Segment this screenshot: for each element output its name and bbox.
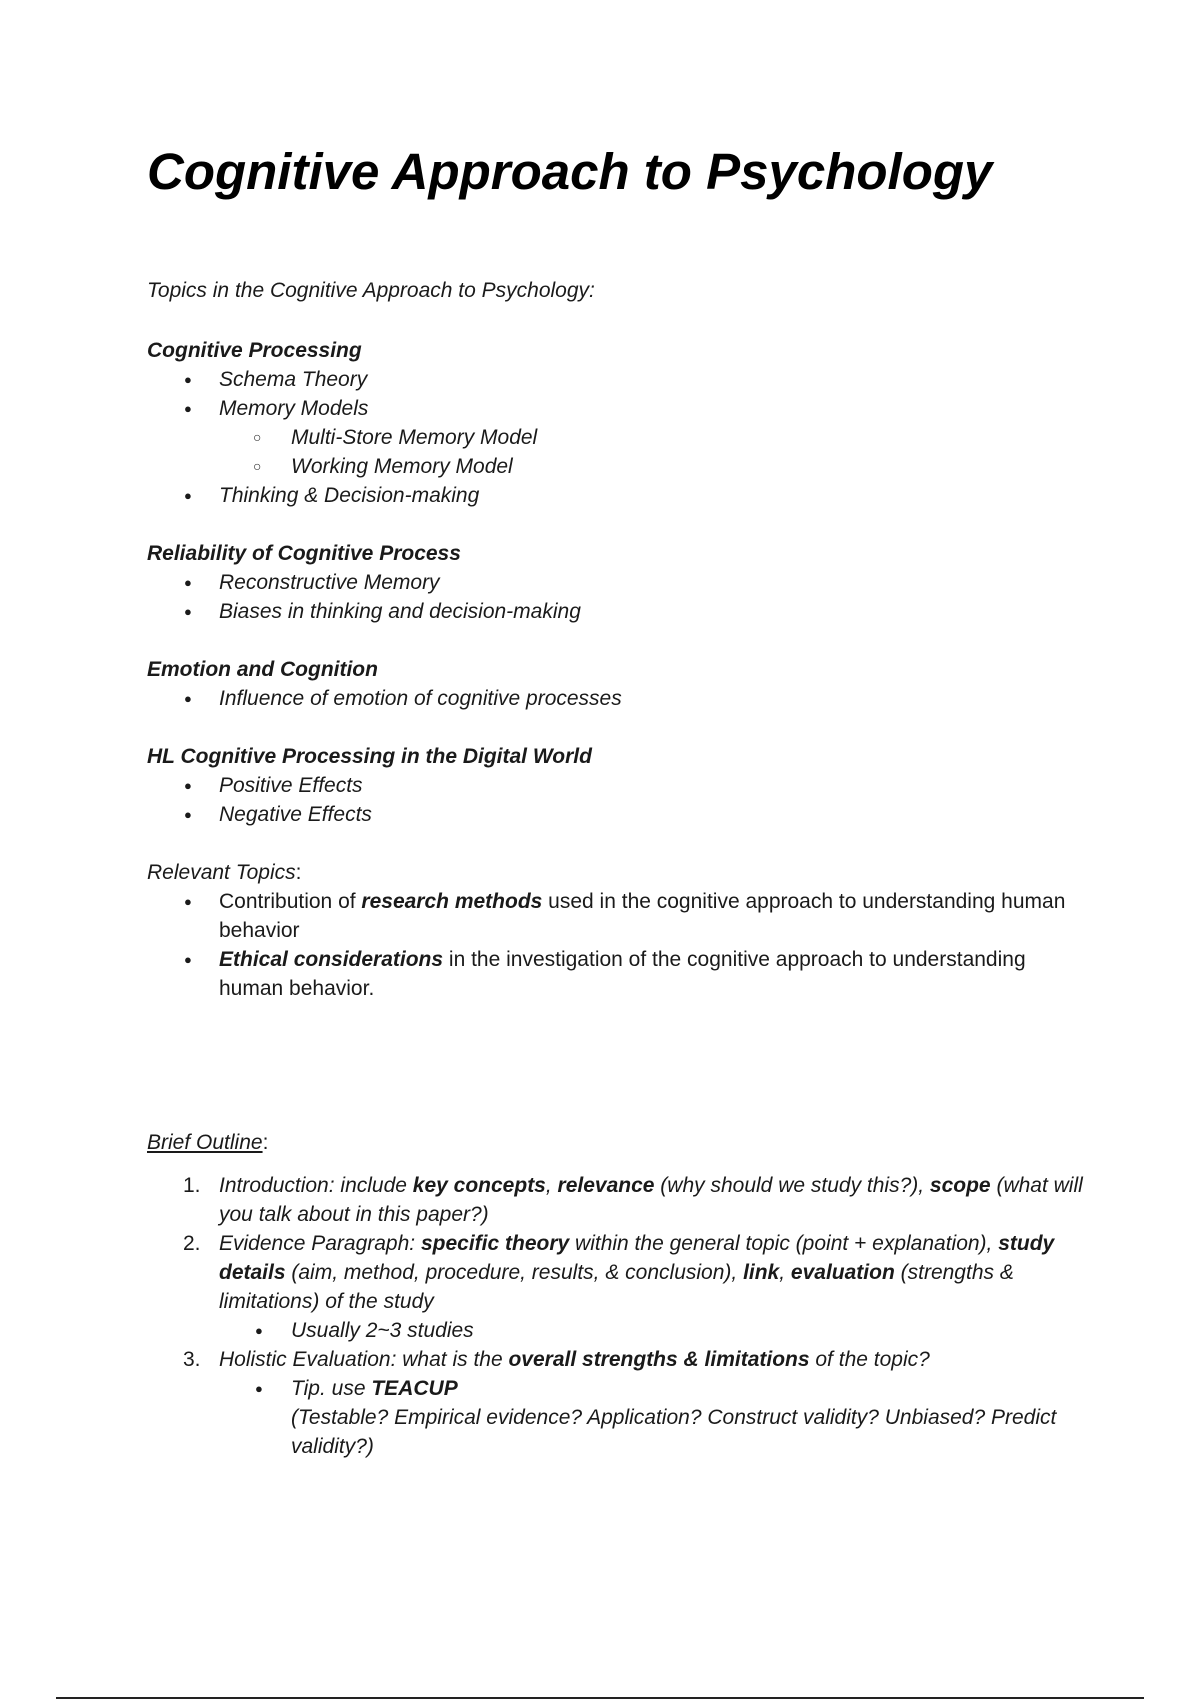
bullet-list <box>147 568 1087 626</box>
list-item: ● Schema Theory <box>147 365 1087 394</box>
outline-heading-text: Brief Outline <box>147 1131 263 1154</box>
list-item: ● Reconstructive Memory <box>147 568 1087 597</box>
relevant-heading-colon: : <box>295 861 302 884</box>
item-text: in the investigation of the cognitive approach to understanding human behavior. <box>219 948 1026 1000</box>
item-emphasis: Ethical considerations <box>219 948 444 971</box>
item-text: Introduction: include <box>219 1174 413 1197</box>
list-item <box>147 887 1087 945</box>
document-body <box>147 336 1087 1490</box>
item-text: within the general topic (point + explanation), <box>569 1232 999 1255</box>
list-item <box>147 394 1087 423</box>
outline-heading <box>147 1128 1087 1157</box>
list-item-label: Memory Models <box>219 397 369 420</box>
section-emotion-cognition <box>147 655 1087 713</box>
item-text: (strengths & limitations) of the study <box>219 1261 1014 1313</box>
tip-text: Tip. use <box>291 1377 372 1400</box>
item-text: , <box>545 1174 558 1197</box>
list-item <box>147 945 1087 1003</box>
bullet-list <box>147 481 1087 510</box>
item-text: Holistic Evaluation: what is the <box>219 1348 509 1371</box>
spacer <box>147 1032 1087 1128</box>
sub-list-item: ● Usually 2~3 studies <box>147 1316 1087 1345</box>
item-text: (aim, method, procedure, results, & conclusion), <box>285 1261 744 1284</box>
item-emphasis: link <box>743 1261 780 1284</box>
bullet-list <box>147 365 1087 423</box>
sub-bullet-list <box>147 1374 1087 1461</box>
section-title: Reliability of Cognitive Process <box>147 542 461 565</box>
sub-bullet-list <box>147 423 1087 481</box>
section-reliability <box>147 539 1087 626</box>
item-text: , <box>779 1261 791 1284</box>
section-digital-world <box>147 742 1087 829</box>
list-item: ● Influence of emotion of cognitive processes <box>147 684 1087 713</box>
document-title: Cognitive Approach to Psychology <box>147 143 993 200</box>
tip-detail: (Testable? Empirical evidence? Application? Construct validity? Unbiased? Predict validity?) <box>291 1406 1057 1458</box>
item-emphasis: key concepts <box>412 1174 546 1197</box>
item-text: used in the cognitive approach to understanding human behavior <box>219 890 1066 942</box>
item-emphasis: specific theory <box>420 1232 570 1255</box>
bullet-list <box>147 887 1087 1003</box>
list-item: ● Biases in thinking and decision-making <box>147 597 1087 626</box>
numbered-list <box>147 1171 1087 1316</box>
page-bottom-rule <box>56 1697 1144 1699</box>
sub-list-item: ○ Multi-Store Memory Model <box>147 423 1087 452</box>
item-emphasis: research methods <box>361 890 543 913</box>
bullet-list <box>147 771 1087 829</box>
numbered-list <box>147 1345 1087 1374</box>
sub-list-item: ○ Working Memory Model <box>147 452 1087 481</box>
section-brief-outline <box>147 1128 1087 1461</box>
item-number: 2. <box>183 1232 201 1255</box>
relevant-heading-text: Relevant Topics <box>147 861 296 884</box>
tip-emphasis: TEACUP <box>371 1377 458 1400</box>
section-title: HL Cognitive Processing in the Digital World <box>147 745 592 768</box>
outline-heading-colon: : <box>262 1131 269 1154</box>
item-text: Contribution of <box>219 890 362 913</box>
section-relevant-topics <box>147 858 1087 1003</box>
item-number: 3. <box>183 1348 201 1371</box>
sub-bullet-list <box>147 1316 1087 1345</box>
relevant-heading <box>147 858 1087 887</box>
list-item: ● Thinking & Decision-making <box>147 481 1087 510</box>
numbered-item <box>147 1345 1087 1374</box>
item-emphasis: study details <box>219 1232 1055 1284</box>
section-title: Emotion and Cognition <box>147 658 378 681</box>
numbered-item <box>147 1171 1087 1229</box>
item-number: 1. <box>183 1174 201 1197</box>
list-item: ● Negative Effects <box>147 800 1087 829</box>
list-item: ● Positive Effects <box>147 771 1087 800</box>
item-text: of the topic? <box>809 1348 930 1371</box>
sub-list-item <box>147 1374 1087 1461</box>
item-emphasis: overall strengths & limitations <box>508 1348 810 1371</box>
bullet-list <box>147 684 1087 713</box>
item-text: (why should we study this?), <box>654 1174 930 1197</box>
item-text: (what will you talk about in this paper?) <box>219 1174 1083 1226</box>
topics-intro: Topics in the Cognitive Approach to Psychology: <box>147 279 595 302</box>
item-text: Evidence Paragraph: <box>219 1232 421 1255</box>
numbered-item <box>147 1229 1087 1316</box>
section-title: Cognitive Processing <box>147 339 362 362</box>
item-emphasis: relevance <box>557 1174 655 1197</box>
item-emphasis: scope <box>929 1174 991 1197</box>
section-cognitive-processing <box>147 336 1087 510</box>
item-emphasis: evaluation <box>790 1261 895 1284</box>
